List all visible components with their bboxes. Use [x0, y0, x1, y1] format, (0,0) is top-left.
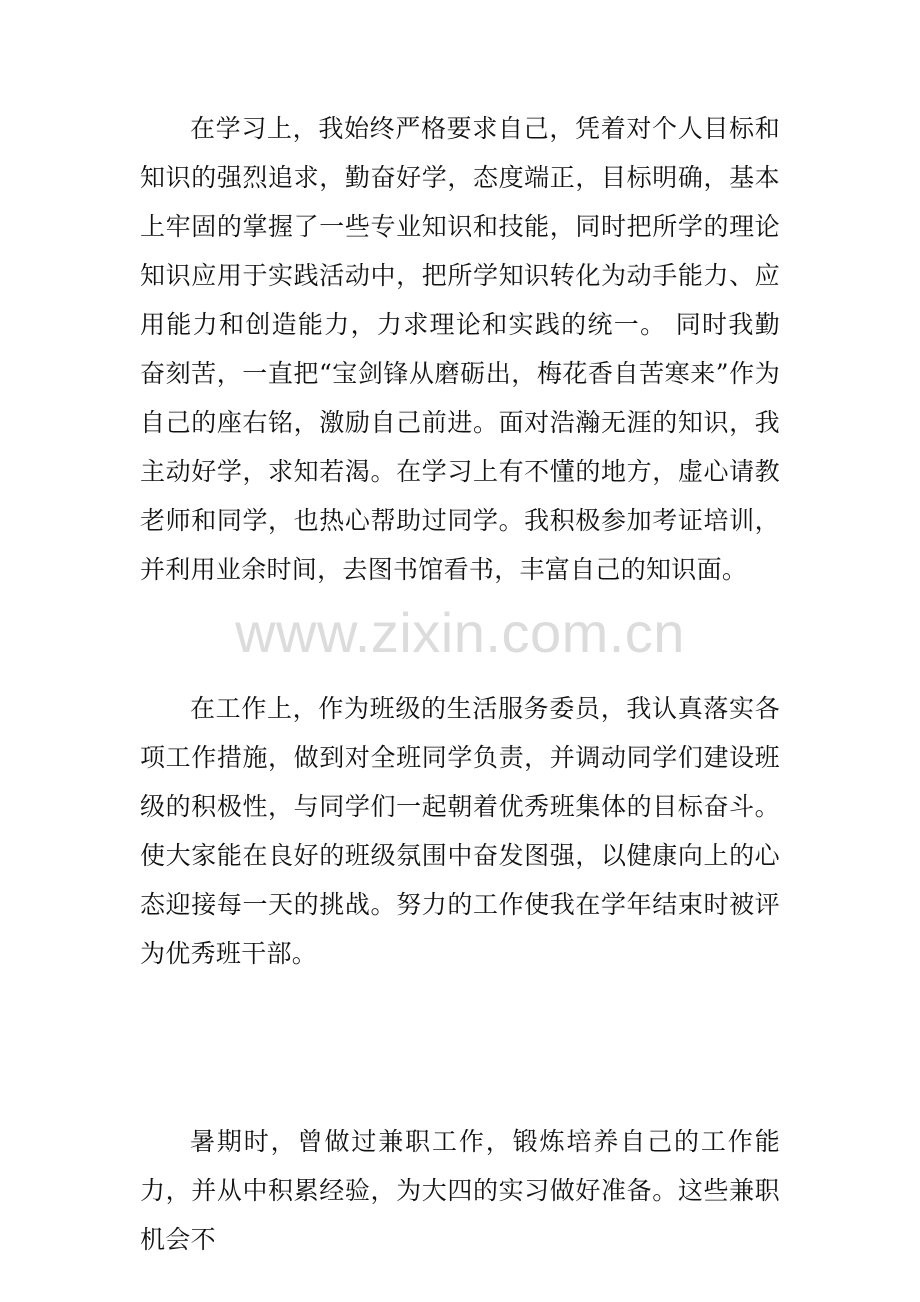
paragraph-study: 在学习上，我始终严格要求自己，凭着对个人目标和知识的强烈追求，勤奋好学，态度端正，目标明确，基本上牢固的掌握了一些专业知识和技能，同时把所学的理论知识应用于实践活动中，把所学知识转化为动手能力、应用能力和创造能力，力求理论和实践的统一。 同时我勤奋刻苦，一直把“宝剑锋从磨砺出，梅花香自苦寒来”作为自己的座右铭，激励自己前进。面对浩瀚无涯的知识，我主动好学，求知若渴。在学习上有不懂的地方，虚心请教老师和同学，也热心帮助过同学。我积极参加考证培训，并利用业余时间，去图书馆看书，丰富自己的知识面。: [140, 114, 780, 584]
paragraph-work: 在工作上，作为班级的生活服务委员，我认真落实各项工作措施，做到对全班同学负责，并调动同学们建设班级的积极性，与同学们一起朝着优秀班集体的目标奋斗。使大家能在良好的班级氛围中奋发图强，以健康向上的心态迎接每一天的挑战。努力的工作使我在学年结束时被评为优秀班干部。: [140, 694, 780, 968]
watermark-text: www.zixin.com.cn: [235, 601, 685, 664]
paragraph-summer: 暑期时，曾做过兼职工作，锻炼培养自己的工作能力，并从中积累经验，为大四的实习做好准备。这些兼职机会不: [140, 1127, 780, 1254]
